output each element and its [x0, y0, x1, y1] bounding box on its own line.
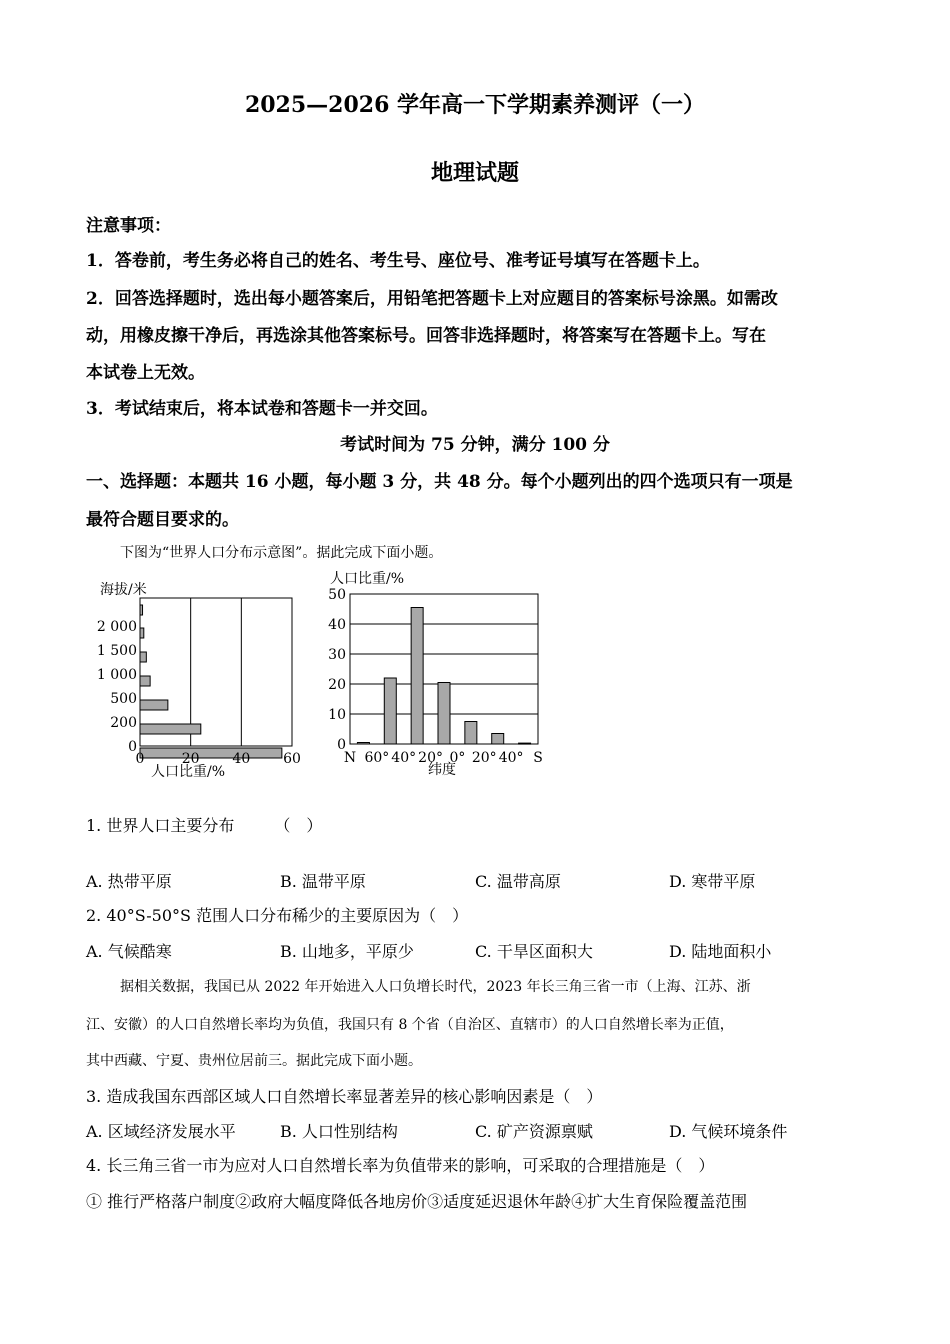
- chart1-xlabel: 人口比重/%: [151, 764, 226, 780]
- chart2-x-tick-label: 20°: [418, 750, 443, 766]
- chart2-bar-7: [519, 743, 531, 744]
- chart2-bar-5: [465, 722, 477, 745]
- chart2-x-tick-label: 60°: [364, 750, 390, 766]
- exam-info: 考试时间为 75 分钟，满分 100 分: [340, 435, 610, 455]
- chart1-y-tick-label: 0: [128, 739, 137, 755]
- question-2-stem: 2. 40°S-50°S 范围人口分布稀少的主要原因为（ ）: [86, 906, 469, 925]
- chart1-bar-1: [140, 748, 282, 758]
- q3-option-b[interactable]: B. 人口性别结构: [280, 1122, 398, 1141]
- page-title: 2025—2026 学年高一下学期素养测评（一）: [244, 92, 706, 118]
- notice-item-1: 1．答卷前，考生务必将自己的姓名、考生号、座位号、准考证号填写在答题卡上。: [86, 251, 710, 271]
- chart2-xlabel: 纬度: [428, 762, 456, 778]
- chart1-y-tick-label: 500: [110, 691, 137, 707]
- chart1-ylabel: 海拔/米: [100, 582, 147, 598]
- notice-item-2-line-2: 动，用橡皮擦干净后，再选涂其他答案标号。回答非选择题时，将答案写在答题卡上。写在: [86, 326, 766, 346]
- notice-item-2-line-1: 2．回答选择题时，选出每小题答案后，用铅笔把答题卡上对应题目的答案标号涂黑。如需改: [86, 289, 778, 309]
- notice-heading: 注意事项：: [86, 216, 171, 236]
- chart2-y-tick-label: 20: [328, 677, 346, 693]
- section-1-line-2: 最符合题目要求的。: [86, 510, 239, 530]
- chart1-bar-6: [140, 628, 144, 638]
- q1-option-c[interactable]: C. 温带高原: [475, 872, 561, 891]
- q4-options: ① 推行严格落户制度②政府大幅度降低各地房价③适度延迟退休年龄④扩大生育保险覆盖范围: [86, 1192, 748, 1211]
- chart1-bar-7: [140, 605, 143, 615]
- chart2-bar-3: [411, 608, 423, 745]
- section-1-line-1: 一、选择题：本题共 16 小题，每小题 3 分，共 48 分。每个小题列出的四个选项只有一项是: [86, 472, 793, 492]
- chart2-x-tick-label: S: [533, 750, 543, 766]
- chart1-y-tick-label: 1 500: [96, 643, 137, 659]
- chart2-bar-6: [492, 734, 504, 745]
- chart2-y-tick-label: 0: [337, 737, 346, 753]
- chart1-bar-2: [140, 724, 201, 734]
- chart2-y-ticks: [328, 587, 346, 753]
- chart2-y-tick-label: 30: [328, 647, 346, 663]
- chart1-y-tick-label: 1 000: [96, 667, 137, 683]
- chart2-x-tick-label: 20°: [471, 750, 497, 766]
- chart1-y-tick-label: 200: [110, 715, 137, 731]
- intro-1: 下图为“世界人口分布示意图”。据此完成下面小题。: [120, 545, 443, 561]
- chart2-ylabel: 人口比重/%: [330, 571, 405, 587]
- q1-option-a[interactable]: A. 热带平原: [86, 872, 172, 891]
- chart1-bar-3: [140, 700, 168, 710]
- chart1-y-ticks: [97, 619, 137, 755]
- chart2-x-tick-label: N: [343, 750, 357, 766]
- chart1-bar-5: [140, 652, 146, 662]
- q2-option-c[interactable]: C. 干旱区面积大: [475, 942, 593, 961]
- chart1-x-tick-label: 40: [232, 751, 251, 767]
- chart2-y-tick-label: 40: [328, 617, 346, 633]
- chart1-x-tick-label: 0: [135, 751, 145, 767]
- q2-option-b[interactable]: B. 山地多，平原少: [280, 942, 414, 961]
- chart2-bar-4: [438, 683, 450, 745]
- intro-2-line-3: 其中西藏、宁夏、贵州位居前三。据此完成下面小题。: [86, 1053, 422, 1069]
- chart2-bar-1: [357, 743, 369, 745]
- q3-option-a[interactable]: A. 区域经济发展水平: [86, 1122, 236, 1141]
- chart1-y-tick-label: 2 000: [96, 619, 137, 635]
- altitude-population-chart: [96, 570, 306, 785]
- chart1-bars: [140, 605, 282, 758]
- q1-option-b[interactable]: B. 温带平原: [280, 872, 366, 891]
- notice-item-3: 3．考试结束后，将本试卷和答题卡一并交回。: [86, 399, 438, 419]
- intro-2-line-1: 据相关数据，我国已从 2022 年开始进入人口负增长时代，2023 年长三角三省一市（上海、江苏、浙: [120, 979, 751, 995]
- chart1-bar-4: [140, 676, 150, 686]
- intro-2-line-2: 江、安徽）的人口自然增长率均为负值，我国只有 8 个省（自治区、直辖市）的人口自然增长率为正值，: [86, 1017, 734, 1033]
- question-3-stem: 3. 造成我国东西部区域人口自然增长率显著差异的核心影响因素是（ ）: [86, 1087, 603, 1106]
- q1-option-d[interactable]: D. 寒带平原: [669, 872, 756, 891]
- chart1-x-tick-label: 60: [283, 751, 301, 767]
- chart2-x-tick-label: 40°: [391, 750, 417, 766]
- q3-option-c[interactable]: C. 矿产资源禀赋: [475, 1122, 593, 1141]
- notice-item-2-line-3: 本试卷上无效。: [86, 363, 205, 383]
- latitude-population-chart: [322, 566, 544, 781]
- chart1-x-tick-label: 20: [181, 751, 200, 767]
- question-1-stem: 1. 世界人口主要分布 （ ）: [86, 816, 323, 835]
- chart2-x-tick-label: 40°: [498, 750, 524, 766]
- question-4-stem: 4. 长三角三省一市为应对人口自然增长率为负值带来的影响，可采取的合理措施是（ ）: [86, 1156, 715, 1175]
- chart2-y-tick-label: 10: [328, 707, 346, 723]
- chart2-bars: [357, 608, 530, 745]
- page-subtitle: 地理试题: [430, 160, 519, 186]
- q2-option-d[interactable]: D. 陆地面积小: [669, 942, 772, 961]
- chart2-x-tick-label: 0°: [449, 750, 466, 766]
- chart2-bar-2: [384, 678, 396, 744]
- q2-option-a[interactable]: A. 气候酷寒: [86, 942, 172, 961]
- q3-option-d[interactable]: D. 气候环境条件: [669, 1122, 788, 1141]
- chart2-y-tick-label: 50: [328, 587, 346, 603]
